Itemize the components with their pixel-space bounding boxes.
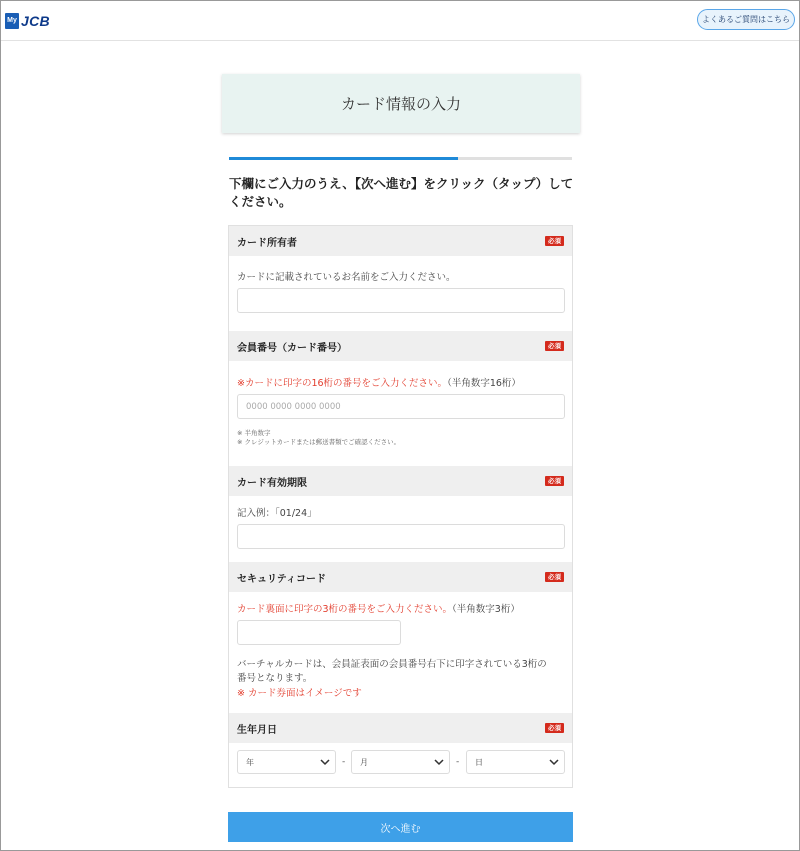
- chevron-down-icon: [548, 756, 560, 768]
- card-number-note-2: ※ クレジットカードまたは郵送書類でご確認ください。: [237, 438, 401, 446]
- logo-my: My: [5, 13, 19, 29]
- intro-text: 下欄にご入力のうえ、【次へ進む】をクリック（タップ）してください。: [229, 176, 574, 209]
- birth-year-value: 年: [246, 757, 254, 767]
- security-code-input[interactable]: [237, 620, 401, 645]
- birth-day-select[interactable]: [466, 750, 565, 774]
- card-form: [228, 225, 573, 788]
- progress-bar-fill: [229, 157, 458, 160]
- card-number-description-red: ※カードに印字の16桁の番号をご入力ください。: [237, 378, 448, 389]
- card-number-description-suffix: （半角数字16桁）: [447, 378, 521, 389]
- faq-button[interactable]: よくあるご質問はこちら: [697, 9, 795, 30]
- logo-brand: JCB: [21, 13, 50, 29]
- next-button[interactable]: 次へ進む: [228, 812, 573, 842]
- myjcb-logo[interactable]: [5, 10, 50, 32]
- security-description: [237, 601, 520, 615]
- card-number-note-1: ※ 半角数字: [237, 429, 271, 437]
- card-number-description: [237, 375, 521, 389]
- date-separator: -: [456, 757, 460, 767]
- required-badge: 必須: [545, 341, 564, 351]
- birth-day-value: 日: [475, 757, 483, 767]
- expiry-description: 記入例：「01/24」: [237, 508, 317, 519]
- card-number-input[interactable]: 0000 0000 0000 0000: [237, 394, 565, 419]
- required-badge: 必須: [545, 723, 564, 733]
- header: [1, 1, 799, 41]
- required-badge: 必須: [545, 236, 564, 246]
- required-badge: 必須: [545, 476, 564, 486]
- security-image-note: ※ カード券面はイメージです: [237, 688, 362, 699]
- section-label-expiry: カード有効期限: [237, 477, 307, 489]
- section-header-birthdate: [229, 713, 572, 743]
- birth-year-select[interactable]: [237, 750, 336, 774]
- chevron-down-icon: [433, 756, 445, 768]
- progress-bar: [229, 157, 572, 160]
- expiry-input[interactable]: [237, 524, 565, 549]
- required-badge: 必須: [545, 572, 564, 582]
- holder-description: カードに記載されているお名前をご入力ください。: [237, 272, 456, 283]
- page-title: カード情報の入力: [222, 74, 580, 133]
- security-description-suffix: （半角数字3桁）: [452, 604, 520, 615]
- birth-month-select[interactable]: [351, 750, 450, 774]
- section-header-expiry: [229, 466, 572, 496]
- chevron-down-icon: [319, 756, 331, 768]
- security-help-line-2: 番号となります。: [237, 673, 313, 684]
- holder-name-input[interactable]: [237, 288, 565, 313]
- security-help-line-1: バーチャルカードは、会員証表面の会員番号右下に印字されている3桁の: [237, 659, 547, 670]
- section-label-birthdate: 生年月日: [237, 724, 277, 736]
- section-label-card-number: 会員番号（カード番号）: [237, 342, 347, 354]
- section-label-security: セキュリティコード: [237, 573, 326, 585]
- date-separator: -: [342, 757, 346, 767]
- section-label-holder: カード所有者: [237, 237, 297, 249]
- section-header-holder: [229, 226, 572, 256]
- birth-month-value: 月: [360, 757, 368, 767]
- security-description-red: カード裏面に印字の3桁の番号をご入力ください。: [237, 604, 453, 615]
- section-header-card-number: [229, 331, 572, 361]
- section-header-security: [229, 562, 572, 592]
